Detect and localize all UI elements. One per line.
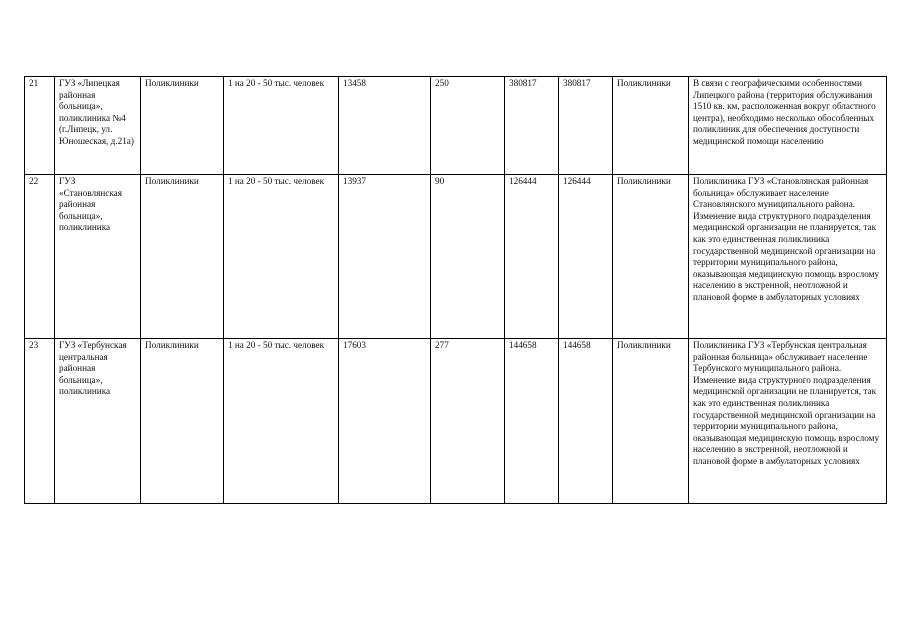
population-value: 17603 — [339, 339, 431, 504]
organization-name: ГУЗ «Становлянская районная больница», поликлиника — [55, 175, 141, 339]
population-value: 13458 — [339, 77, 431, 175]
value-2: 144658 — [559, 339, 613, 504]
value-1: 144658 — [505, 339, 559, 504]
polyclinic-table — [24, 76, 887, 504]
row-number: 21 — [25, 77, 55, 175]
unit-type: Поликлиники — [141, 339, 224, 504]
population-norm: 1 на 20 - 50 тыс. человек — [224, 339, 339, 504]
unit-type: Поликлиники — [141, 77, 224, 175]
visits-value: 277 — [431, 339, 505, 504]
justification-note: Поликлиника ГУЗ «Тербунская центральная районная больница» обслуживает население Тербунского муниципального района. Изменение вида структурного подразделения медицинской организации не планируется, так как это единственная поликлиника государственной медицинской организации на территории муниципального района, оказывающая медицинскую помощь взрослому населению в экстренной, неотложной и плановой форме в амбулаторных условиях — [689, 339, 887, 504]
value-2: 380817 — [559, 77, 613, 175]
population-value: 13937 — [339, 175, 431, 339]
population-norm: 1 на 20 - 50 тыс. человек — [224, 175, 339, 339]
table-row — [25, 175, 887, 339]
unit-type-planned: Поликлиники — [613, 339, 689, 504]
table-row — [25, 339, 887, 504]
visits-value: 90 — [431, 175, 505, 339]
row-number: 23 — [25, 339, 55, 504]
unit-type-planned: Поликлиники — [613, 175, 689, 339]
row-number: 22 — [25, 175, 55, 339]
table-row — [25, 77, 887, 175]
justification-note: Поликлиника ГУЗ «Становлянская районная больница» обслуживает население Становлянского муниципального района. Изменение вида структурного подразделения медицинской организации не планируется, так как это единственная поликлиника государственной медицинской организации на территории муниципального района, оказывающая медицинскую помощь взрослому населению в экстренной, неотложной и плановой форме в амбулаторных условиях — [689, 175, 887, 339]
organization-name: ГУЗ «Липецкая районная больница», поликлиника №4 (г.Липецк, ул. Юношеская, д.21а) — [55, 77, 141, 175]
unit-type: Поликлиники — [141, 175, 224, 339]
organization-name: ГУЗ «Тербунская центральная районная больница», поликлиника — [55, 339, 141, 504]
value-1: 126444 — [505, 175, 559, 339]
value-1: 380817 — [505, 77, 559, 175]
justification-note: В связи с географическими особенностями Липецкого района (территория обслуживания 1510 кв. км, расположенная вокруг областного центра), необходимо несколько обособленных поликлиник для обеспечения доступности медицинской помощи населению — [689, 77, 887, 175]
population-norm: 1 на 20 - 50 тыс. человек — [224, 77, 339, 175]
unit-type-planned: Поликлиники — [613, 77, 689, 175]
visits-value: 250 — [431, 77, 505, 175]
value-2: 126444 — [559, 175, 613, 339]
